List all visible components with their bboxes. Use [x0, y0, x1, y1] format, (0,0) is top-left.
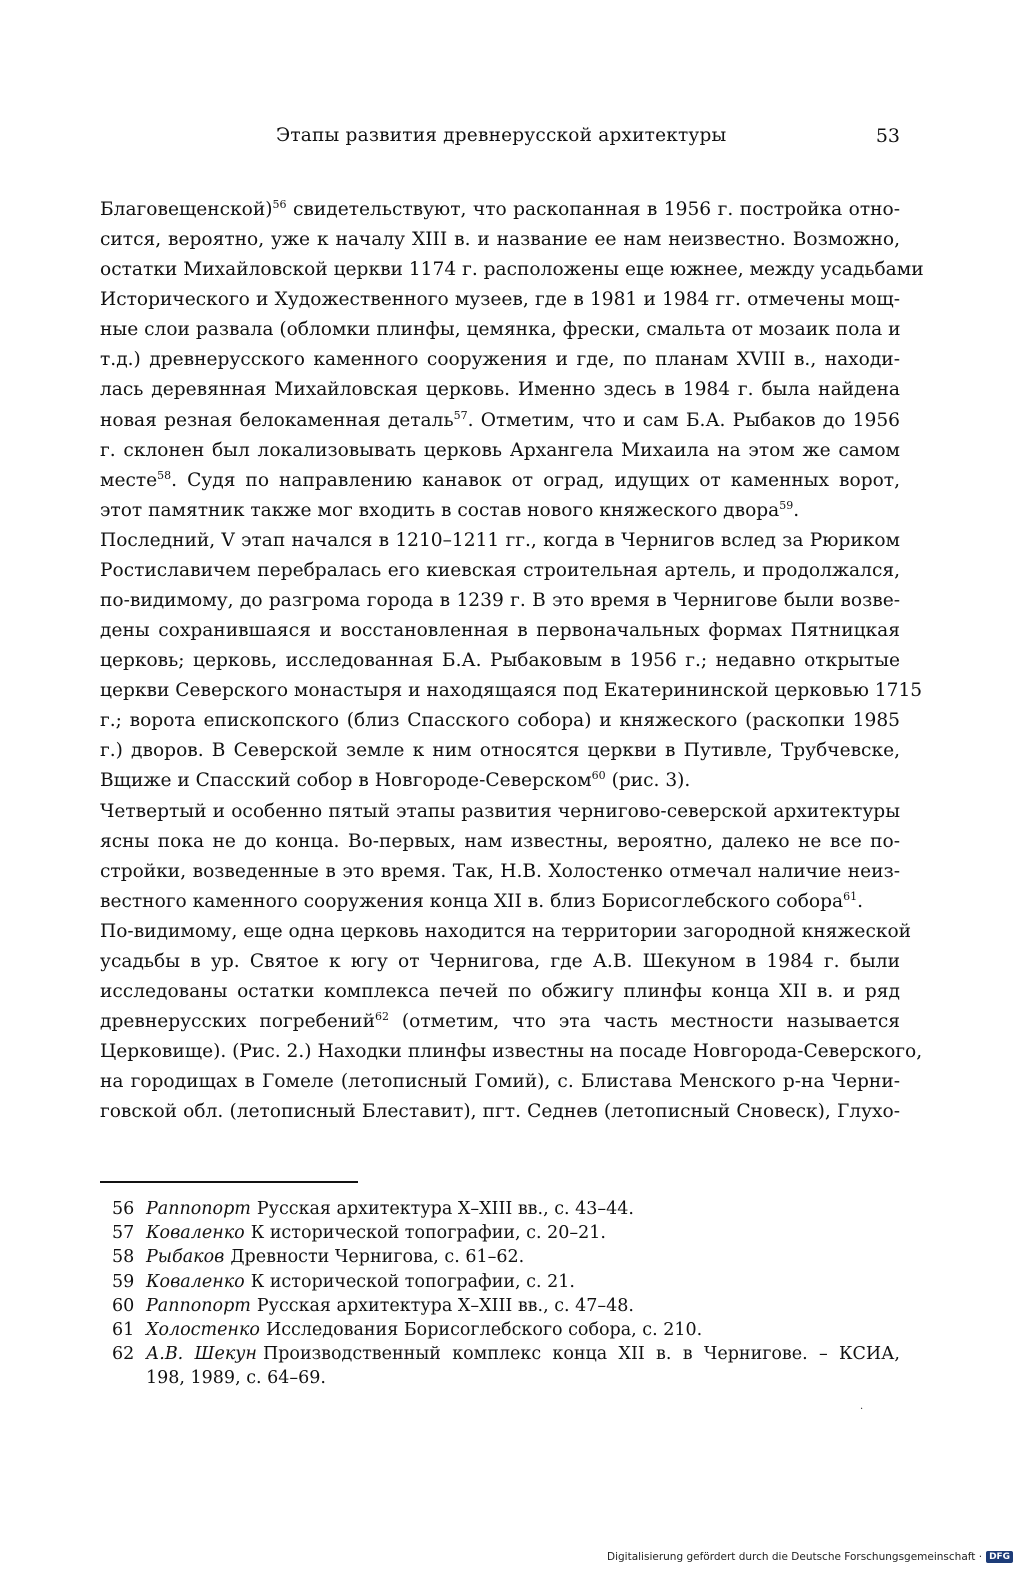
text-line — [100, 646, 900, 676]
text-line — [100, 797, 900, 827]
text-run: лась деревянная Михайловская церковь. Именно здесь в 1984 г. была найдена — [100, 379, 900, 401]
footnote-ref: 56 — [272, 197, 287, 211]
footnote-author: Раппопорт — [146, 1199, 251, 1219]
footnote — [100, 1197, 900, 1221]
footnote-body — [146, 1197, 900, 1221]
footnote-body — [146, 1221, 900, 1245]
footnote-author: Рыбаков — [146, 1247, 225, 1268]
footnote-text: Русская архитектура X–XIII вв., с. 43–44. — [256, 1199, 634, 1219]
dfg-logo: DFG — [986, 1551, 1013, 1563]
text-run: Ростиславичем перебралась его киевская строительная артель, и продолжался, — [100, 559, 900, 581]
text-line — [100, 1037, 923, 1067]
text-line — [100, 736, 900, 766]
footnote-body — [146, 1245, 900, 1269]
footnote-body — [146, 1294, 900, 1318]
text-line — [100, 496, 900, 526]
text-run: Последний, V этап начался в 1210–1211 гг., когда в Чернигов вслед за Рюриком — [100, 529, 900, 551]
text-line — [100, 1007, 900, 1037]
text-line — [100, 195, 900, 225]
text-line — [100, 526, 900, 556]
text-run: стройки, возведенные в это время. Так, Н.В. Холостенко отмечал наличие неиз- — [100, 860, 900, 882]
text-run: церкви Северского монастыря и находящаяся под Екатерининской церковью 1715 — [100, 680, 923, 702]
footnotes — [100, 1197, 900, 1391]
text-run: г. склонен был локализовывать церковь Архангела Михаила на этом же самом — [100, 439, 900, 461]
text-run: Вщиже и Спасский собор в Новгороде-Северском — [100, 770, 592, 792]
text-run: ные слои развала (обломки плинфы, цемянка, фрески, смальта от мозаик пола и — [100, 319, 901, 341]
text-line — [100, 466, 900, 496]
text-run: . — [857, 890, 864, 912]
text-run: на городищах в Гомеле (летописный Гомий), с. Блистава Менского р-на Черни- — [100, 1071, 900, 1093]
footnote — [100, 1245, 900, 1269]
footnote-text: К исторической топографии, с. 21. — [250, 1271, 575, 1292]
footnote-number: 62 — [112, 1344, 135, 1365]
text-line — [100, 586, 900, 616]
footnote-text: Древности Чернигова, с. 61–62. — [230, 1247, 525, 1268]
text-line — [100, 977, 900, 1007]
footnote — [100, 1318, 900, 1342]
footnote-separator — [100, 1181, 358, 1183]
text-line — [100, 375, 900, 405]
text-line — [100, 887, 900, 917]
footnote-body — [146, 1270, 900, 1294]
text-line — [100, 827, 900, 857]
footnote-ref: 61 — [843, 889, 858, 903]
footnote — [100, 1221, 900, 1245]
text-line — [100, 947, 900, 977]
text-line — [100, 917, 912, 947]
footnote-number: 60 — [112, 1295, 135, 1316]
footnote-number: 57 — [112, 1223, 135, 1244]
text-line — [100, 676, 923, 706]
stray-mark: · — [860, 1404, 864, 1415]
text-run: Четвертый и особенно пятый этапы развития чернигово-северской архитектуры — [100, 800, 900, 822]
text-run: по-видимому, до разгрома города в 1239 г. В это время в Чернигове были возве- — [100, 590, 900, 612]
footnote-author: Коваленко — [146, 1271, 245, 1292]
footnote-text: К исторической топографии, с. 20–21. — [250, 1223, 606, 1244]
text-run: ясны пока не до конца. Во-первых, нам известны, вероятно, далеко не все по- — [100, 830, 900, 852]
text-line — [100, 706, 900, 736]
footnote-number: 59 — [112, 1271, 135, 1292]
text-run: вестного каменного сооружения конца XII в. близ Борисоглебского собора — [100, 890, 844, 912]
text-line — [100, 406, 900, 436]
footnote — [100, 1270, 900, 1294]
running-head — [100, 125, 900, 155]
text-line — [100, 1067, 900, 1097]
footnote-ref: 59 — [779, 498, 794, 512]
text-run: г.) дворов. В Северской земле к ним относятся церкви в Путивле, Трубчевске, — [100, 740, 900, 762]
footnote-author: А.В. Шекун — [146, 1344, 257, 1365]
footnote-text: Русская архитектура X–XIII вв., с. 47–48. — [256, 1295, 634, 1316]
footnote-number: 56 — [112, 1199, 135, 1219]
text-run: г.; ворота епископского (близ Спасского собора) и княжеского (раскопки 1985 — [100, 710, 900, 732]
text-line — [100, 225, 900, 255]
text-run: т.д.) древнерусского каменного сооружения и где, по планам XVIII в., находи- — [100, 349, 900, 371]
text-line — [100, 766, 900, 796]
text-run: . — [793, 499, 800, 521]
footnote-ref: 57 — [453, 408, 468, 422]
text-line — [100, 1097, 900, 1127]
text-run: месте — [100, 469, 158, 491]
footnote-ref: 62 — [374, 1009, 389, 1023]
text-run: сится, вероятно, уже к началу XIII в. и название ее нам неизвестно. Возможно, — [100, 229, 900, 251]
text-run: дены сохранившаяся и восстановленная в первоначальных формах Пятницкая — [100, 620, 900, 642]
text-run: . Отметим, что и сам Б.А. Рыбаков до 1956 — [467, 409, 900, 431]
footnote — [100, 1294, 900, 1318]
body-text — [100, 195, 924, 1127]
footnote-author: Коваленко — [146, 1223, 245, 1244]
text-run: Церковище). (Рис. 2.) Находки плинфы известны на посаде Новгорода-Северского, — [100, 1041, 923, 1063]
footnote-author: Раппопорт — [146, 1295, 251, 1316]
footnote — [100, 1342, 900, 1366]
text-line — [100, 556, 900, 586]
footnote-body — [146, 1318, 900, 1342]
footnote-body — [146, 1342, 900, 1366]
text-run: новая резная белокаменная деталь — [100, 409, 454, 431]
text-run: остатки Михайловской церкви 1174 г. расположены еще южнее, между усадьбами — [100, 259, 924, 281]
text-run: (рис. 3). — [605, 770, 691, 792]
text-line — [100, 315, 900, 345]
text-line — [100, 857, 900, 887]
text-run: (отметим, что эта часть местности называется — [388, 1011, 900, 1033]
text-line — [100, 616, 900, 646]
text-run: исследованы остатки комплекса печей по обжигу плинфы конца XII в. и ряд — [100, 981, 900, 1003]
footnote-number: 61 — [112, 1319, 135, 1340]
footnote-text: Производственный комплекс конца XII в. в Чернигове. – КСИА, — [262, 1344, 900, 1365]
footnote-author: Холостенко — [146, 1319, 260, 1340]
page-number: 53 — [875, 125, 900, 147]
text-run: говской обл. (летописный Блеставит), пгт. Седнев (летописный Сновеск), Глухо- — [100, 1101, 900, 1123]
footnote-ref: 58 — [157, 468, 172, 482]
text-line — [100, 436, 900, 466]
text-run: . Судя по направлению канавок от оград, идущих от каменных ворот, — [171, 469, 900, 491]
digitization-credit — [607, 1551, 1013, 1563]
text-line — [100, 255, 924, 285]
text-run: Исторического и Художественного музеев, где в 1981 и 1984 гг. отмечены мощ- — [100, 289, 900, 311]
text-line — [100, 285, 900, 315]
credit-text: Digitalisierung gefördert durch die Deutsche Forschungsgemeinschaft · — [607, 1551, 983, 1563]
footnote-continuation: 198, 1989, с. 64–69. — [146, 1368, 326, 1389]
text-run: По-видимому, еще одна церковь находится на территории загородной княжеской — [100, 920, 912, 942]
text-run: церковь; церковь, исследованная Б.А. Рыбаковым в 1956 г.; недавно открытые — [100, 650, 900, 672]
text-line — [100, 345, 900, 375]
footnote-ref: 60 — [591, 769, 606, 783]
text-run: усадьбы в ур. Святое к югу от Чернигова, где А.В. Шекуном в 1984 г. были — [100, 950, 900, 972]
text-run: этот памятник также мог входить в состав нового княжеского двора — [100, 499, 780, 521]
text-run: Благовещенской) — [100, 199, 273, 220]
text-run: древнерусских погребений — [100, 1011, 375, 1033]
footnote-number: 58 — [112, 1247, 135, 1268]
footnote-text: Исследования Борисоглебского собора, с. 210. — [265, 1319, 703, 1340]
running-title: Этапы развития древнерусской архитектуры — [276, 125, 727, 146]
text-run: свидетельствуют, что раскопанная в 1956 г. постройка отно- — [286, 199, 900, 220]
